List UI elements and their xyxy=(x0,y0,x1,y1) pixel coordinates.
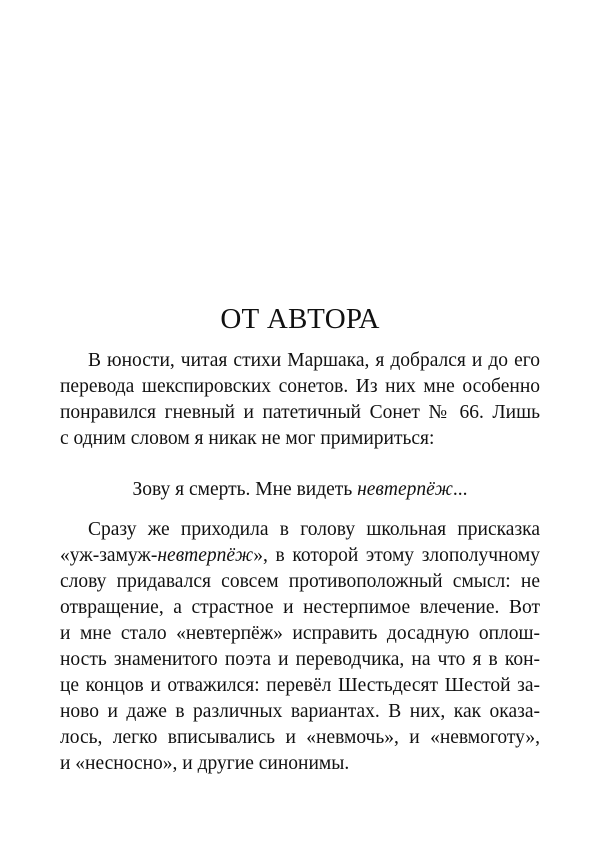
text-line: лось, легко вписывались и «невмочь», и «невмоготу», xyxy=(60,727,540,748)
text-line: отвращение, а страстное и нестерпимое влечение. Вот xyxy=(60,597,540,618)
paragraph-intro xyxy=(60,348,540,452)
epigraph-quote xyxy=(0,477,600,503)
text-line: перевода шекспировских сонетов. Из них мне особенно xyxy=(60,376,540,397)
quote-rest: », в которой этому злополучному xyxy=(253,545,540,566)
quote-open: «уж-замуж- xyxy=(60,545,158,566)
text-line: Сразу же приходила в голову школьная присказка xyxy=(88,519,540,540)
epigraph-ellipsis: ... xyxy=(452,479,468,500)
text-line: с одним словом я никак не мог примириться: xyxy=(60,428,435,449)
text-line: понравился гневный и патетичный Сонет № 66. Лишь xyxy=(60,402,540,423)
epigraph-text: Зову я смерть. Мне видеть xyxy=(132,479,358,500)
text-line: ново и даже в различных вариантах. В них, как оказа- xyxy=(60,701,540,722)
text-line xyxy=(60,543,540,569)
text-line: В юности, читая стихи Маршака, я добрался и до его xyxy=(88,350,540,371)
text-line: и «несносно», и другие синонимы. xyxy=(60,753,350,774)
text-line: це концов и отважился: перевёл Шестьдесят Шестой за- xyxy=(60,675,540,696)
italic-word: невтерпёж xyxy=(157,545,254,566)
epigraph-italic-word: невтерпёж xyxy=(357,479,453,500)
text-line: слову придавался совсем противоположный смысл: не xyxy=(60,571,540,592)
chapter-heading: ОТ АВТОРА xyxy=(220,303,380,335)
text-line: ность знаменитого поэта и переводчика, на что я в кон- xyxy=(60,649,540,670)
text-line: и мне стало «невтерпёж» исправить досадную оплош- xyxy=(60,623,540,644)
paragraph-main xyxy=(60,517,540,777)
